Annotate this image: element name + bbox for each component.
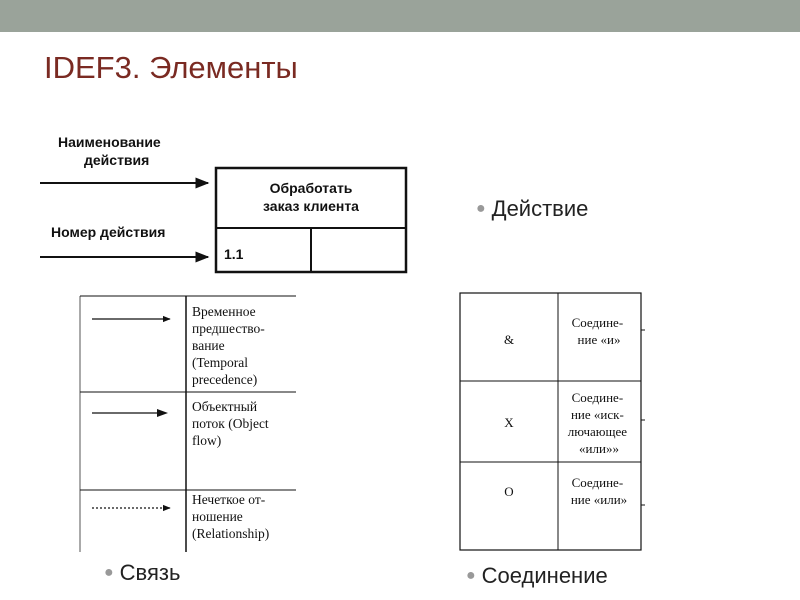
action-diagram	[40, 134, 406, 272]
junctions-table	[460, 293, 645, 550]
action-box-text-line1: Обработать	[269, 180, 353, 196]
action-name-label-line1: Наименование	[58, 134, 161, 150]
action-name-label-line2: действия	[84, 152, 150, 168]
bullet-action	[476, 196, 588, 222]
slide-title: IDEF3. Элементы	[44, 50, 298, 85]
bullet-link	[104, 560, 180, 586]
object-flow-arrow-second-head	[157, 409, 168, 417]
bullet-action-label: Действие	[491, 196, 589, 221]
action-box-text-line2: заказ клиента	[263, 198, 359, 214]
bullet-dot: ●	[466, 567, 476, 584]
junction-xor-symbol: X	[504, 415, 514, 430]
junction-and-symbol: &	[503, 332, 515, 347]
bullet-dot: ●	[476, 200, 486, 217]
object-flow-text: Объектный поток (Object flow)	[192, 399, 269, 448]
temporal-precedence-text: Временное предшество- вание (Temporal precedence)	[192, 304, 265, 387]
bullet-dot: ●	[104, 564, 114, 581]
relationship-text: Нечеткое от- ношение (Relationship)	[192, 492, 270, 541]
action-number-label: Номер действия	[51, 224, 166, 240]
junction-xor-text: Соедине- ние «иск- лючающее «или»»	[567, 390, 628, 456]
links-table	[80, 296, 296, 552]
junction-or-text: Соедине- ние «или»	[570, 475, 628, 507]
bullet-junction	[466, 563, 608, 589]
bullet-junction-label: Соединение	[481, 563, 608, 588]
action-box-number: 1.1	[224, 246, 244, 262]
junction-or-symbol: O	[504, 484, 514, 499]
bullet-link-label: Связь	[119, 560, 181, 585]
junction-and-text: Соедине- ние «и»	[571, 315, 624, 347]
